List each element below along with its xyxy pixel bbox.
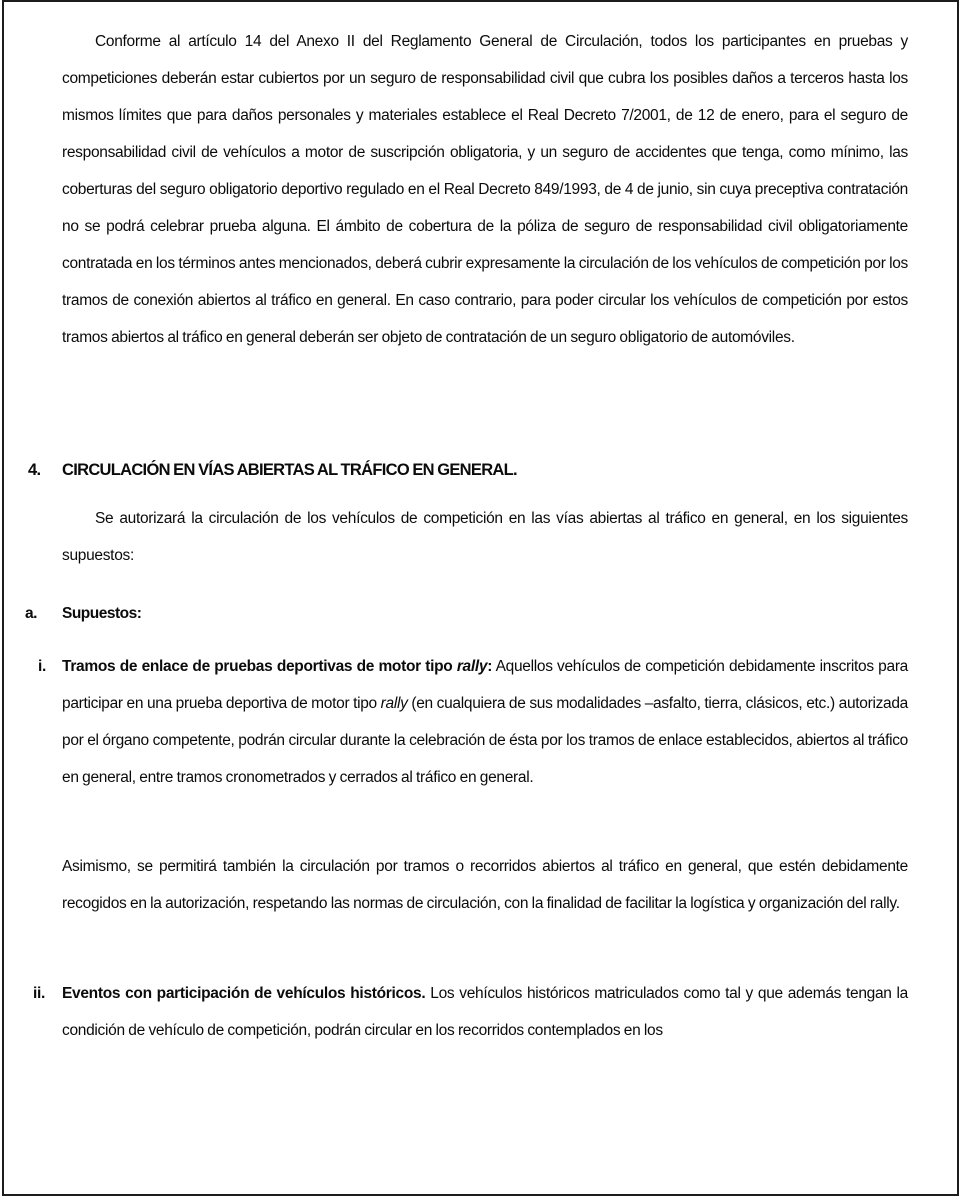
section-4-intro-paragraph: Se autorizará la circulación de los vehículos de competición en las vías abiertas al tráfico en general, en los siguientes supuestos: xyxy=(62,510,908,564)
list-marker-a: a. xyxy=(25,605,37,622)
paragraph-insurance-requirements: Conforme al artículo 14 del Anexo II del Reglamento General de Circulación, todos los participantes en pruebas y competiciones deberán estar cubiertos por un seguro de responsabilidad civil que cubra los posibles daños a terceros hasta los mismos límites que para daños personales y materiales establece el Real Decreto 7/2001, de 12 de enero, para el seguro de responsabilidad civil de vehículos a motor de suscripción obligatoria, y un seguro de accidentes que tenga, como mínimo, las coberturas del seguro obligatorio deportivo regulado en el Real Decreto 849/1993, de 4 de junio, sin cuya preceptiva contratación no se podrá celebrar prueba alguna. El ámbito de cobertura de la póliza de seguro de responsabilidad civil obligatoriamente contratada en los términos antes mencionados, deberá cubrir expresamente la circulación de los vehículos de competición por los tramos de conexión abiertos al tráfico en general. En caso contrario, para poder circular los vehículos de competición por estos tramos abiertos al tráfico en general deberán ser objeto de contratación de un seguro obligatorio de automóviles. xyxy=(62,33,908,346)
section-4-heading xyxy=(28,452,908,489)
list-item-ii-vehiculos-historicos xyxy=(33,975,908,1049)
section-4-number: 4. xyxy=(28,461,41,479)
item-i-body-pre: Aquellos vehículos de competición debidamente inscritos para participar en una prueba deportiva de motor tipo xyxy=(62,658,909,712)
list-item-i-tramos-enlace xyxy=(38,648,909,796)
list-item-i-paragraph-2: Asimismo, se permitirá también la circulación por tramos o recorridos abiertos al tráfico en general, que estén debidamente recogidos en la autorización, respetando las normas de circulación, con la finalidad de facilitar la logística y organización del rally. xyxy=(62,858,908,912)
section-4-title: CIRCULACIÓN EN VÍAS ABIERTAS AL TRÁFICO EN GENERAL. xyxy=(62,461,517,479)
item-ii-body: Los vehículos históricos matriculados como tal y que además tengan la condición de vehículo de competición, podrán circular en los recorridos contemplados en los xyxy=(62,985,908,1039)
item-i-body-rally-italic: rally xyxy=(380,695,408,712)
list-item-a-supuestos xyxy=(25,595,908,632)
list-marker-i: i. xyxy=(38,658,47,675)
list-item-a-label: Supuestos: xyxy=(62,605,142,622)
item-ii-lead-bold: Eventos con participación de vehículos históricos. xyxy=(62,985,426,1002)
item-i-lead-rally-italic: rally xyxy=(456,658,488,675)
item-i-lead-bold: Tramos de enlace de pruebas deportivas de motor tipo xyxy=(62,658,457,675)
item-i-lead-colon: : xyxy=(487,658,493,675)
list-marker-ii: ii. xyxy=(33,985,46,1002)
item-i-body-post: (en cualquiera de sus modalidades –asfalto, tierra, clásicos, etc.) autorizada por el órgano competente, podrán circular durante la celebración de ésta por los tramos de enlace establecidos, abiertos al tráfico en general, entre tramos cronometrados y cerrados al tráfico en general. xyxy=(62,695,909,786)
